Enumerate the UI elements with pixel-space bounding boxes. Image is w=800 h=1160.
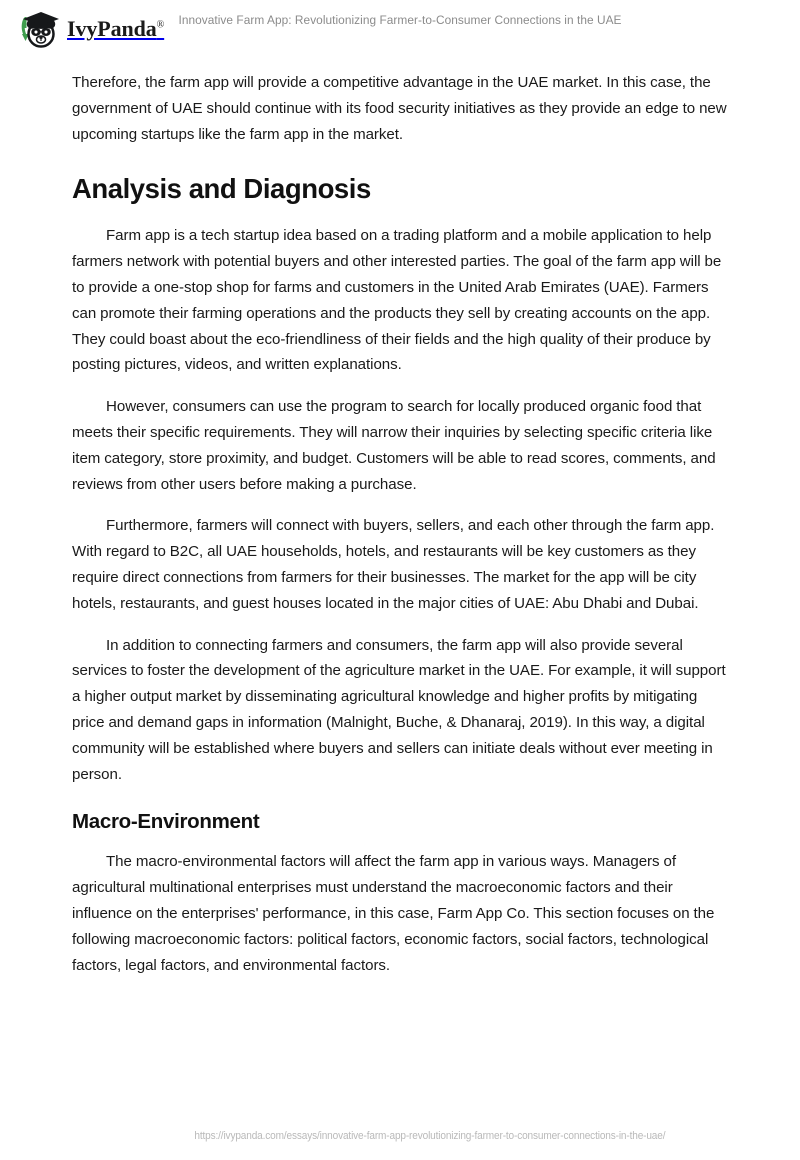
section-heading-1: Analysis and Diagnosis xyxy=(72,173,371,205)
source-url[interactable]: https://ivypanda.com/essays/innovative-farm-app-revolutionizing-farmer-to-consumer-connections-in-the-uae/ xyxy=(194,1130,666,1142)
document-content xyxy=(72,70,728,978)
page-header xyxy=(0,0,800,58)
body-paragraph: The macro-environmental factors will affect the farm app in various ways. Managers of agricultural multinational enterprises must understand the macroeconomic factors and their influence on the enterprises' performance, in this case, Farm App Co. This section focuses on the following macroeconomic factors: political factors, economic factors, social factors, technological factors, legal factors, and environmental factors. xyxy=(72,853,715,974)
registered-trademark-mark: ® xyxy=(156,19,165,31)
page-footer xyxy=(0,1126,800,1144)
body-paragraph: In addition to connecting farmers and consumers, the farm app will also provide several services to foster the development of the agriculture market in the UAE. For example, it will support a higher output market by disseminating agricultural knowledge and higher profits by mitigating price and demand gaps in information (Malnight, Buche, & Dhanaraj, 2019). In this way, a digital community will be established where buyers and sellers can initiate deals without ever meeting in person. xyxy=(72,636,726,783)
body-paragraph: However, consumers can use the program to search for locally produced organic food that meets their specific requirements. They will narrow their inquiries by selecting specific criteria like item category, store proximity, and budget. Customers will be able to read scores, comments, and reviews from other users before making a purchase. xyxy=(72,398,716,493)
document-title-header: Innovative Farm App: Revolutionizing Farmer-to-Consumer Connections in the UAE xyxy=(178,13,622,27)
brand-name-text: IvyPanda xyxy=(67,16,157,41)
body-paragraph: Furthermore, farmers will connect with buyers, sellers, and each other through the farm app. With regard to B2C, all UAE households, hotels, and restaurants will be key customers as they require direct connections from farmers for their businesses. The market for the app will be city hotels, restaurants, and guest houses located in the major cities of UAE: Abu Dhabi and Dubai. xyxy=(72,517,715,612)
body-paragraph: Therefore, the farm app will provide a competitive advantage in the UAE market. In this case, the government of UAE should continue with its food security initiatives as they provide an edge to new upcoming startups like the farm app in the market. xyxy=(72,74,727,143)
section-heading-2: Macro-Environment xyxy=(72,810,260,834)
body-paragraph: Farm app is a tech startup idea based on a trading platform and a mobile application to help farmers network with potential buyers and other interested parties. The goal of the farm app will be to provide a one-stop shop for farms and customers in the United Arab Emirates (UAE). Farmers can promote their farming operations and the products they sell by creating accounts on the app. They could boast about the eco-friendliness of their fields and the high quality of their produce by posting pictures, videos, and written explanations. xyxy=(72,227,722,374)
